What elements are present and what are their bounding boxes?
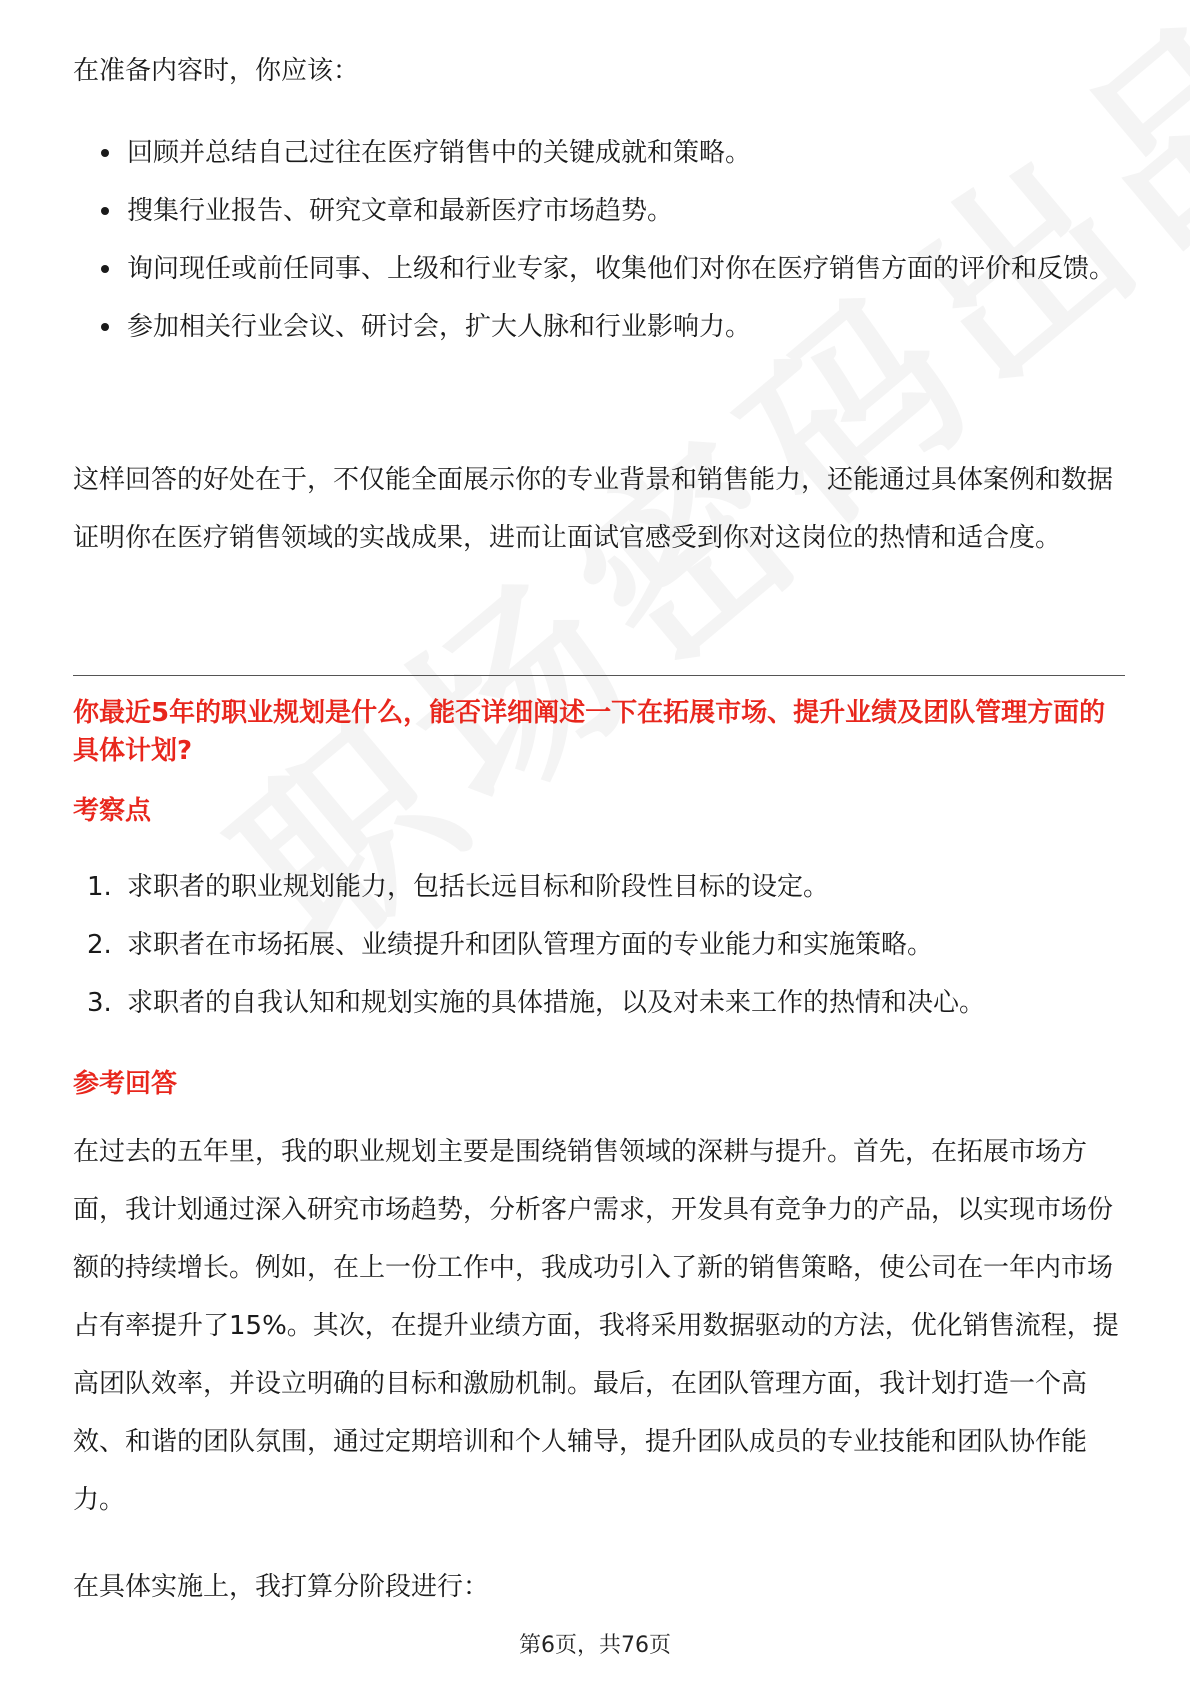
bullet-icon <box>101 207 109 215</box>
benefit-paragraph: 这样回答的好处在于，不仅能全面展示你的专业背景和销售能力，还能通过具体案例和数据证明你在医疗销售领域的实战成果，进而让面试官感受到你对这岗位的热情和适合度。 <box>73 465 1114 553</box>
list-item: 参加相关行业会议、研讨会，扩大人脉和行业影响力。 <box>73 298 1125 356</box>
bullet-icon <box>101 149 109 157</box>
answer-paragraph: 在过去的五年里，我的职业规划主要是围绕销售领域的深耕与提升。首先，在拓展市场方面，我计划通过深入研究市场趋势，分析客户需求，开发具有竞争力的产品，以实现市场份额的持续增长。例如，在上一份工作中，我成功引入了新的销售策略，使公司在一年内市场占有率提升了15%。其次，在提升业绩方面，我将采用数据驱动的方法，优化销售流程，提高团队效率，并设立明确的目标和激励机制。最后，在团队管理方面，我计划打造一个高效、和谐的团队氛围，通过定期培训和个人辅导，提升团队成员的专业技能和团队协作能力。 <box>73 1137 1119 1515</box>
interview-question: 你最近5年的职业规划是什么，能否详细阐述一下在拓展市场、提升业绩及团队管理方面的具体计划? <box>73 698 1106 766</box>
list-item: 2. 求职者在市场拓展、业绩提升和团队管理方面的专业能力和实施策略。 <box>87 930 934 960</box>
bullet-icon <box>101 265 109 273</box>
answer-heading: 参考回答 <box>73 1069 178 1099</box>
assessment-heading: 考察点 <box>73 796 152 826</box>
list-item: 3. 求职者的自我认知和规划实施的具体措施，以及对未来工作的热情和决心。 <box>87 988 986 1018</box>
implementation-intro: 在具体实施上，我打算分阶段进行： <box>73 1572 490 1602</box>
prep-intro: 在准备内容时，你应该： <box>73 56 360 86</box>
list-item: 搜集行业报告、研究文章和最新医疗市场趋势。 <box>73 182 1125 240</box>
list-item: 回顾并总结自己过往在医疗销售中的关键成就和策略。 <box>73 124 1125 182</box>
assessment-list <box>73 858 1125 1032</box>
bullet-icon <box>101 323 109 331</box>
list-item: 询问现任或前任同事、上级和行业专家，收集他们对你在医疗销售方面的评价和反馈。 <box>73 240 1125 298</box>
page-number: 第6页，共76页 <box>519 1633 671 1658</box>
prep-bullet-list <box>73 124 1125 356</box>
list-item: 1. 求职者的职业规划能力，包括长远目标和阶段性目标的设定。 <box>87 872 830 902</box>
document-page <box>73 0 1125 1684</box>
section-divider <box>73 675 1125 676</box>
